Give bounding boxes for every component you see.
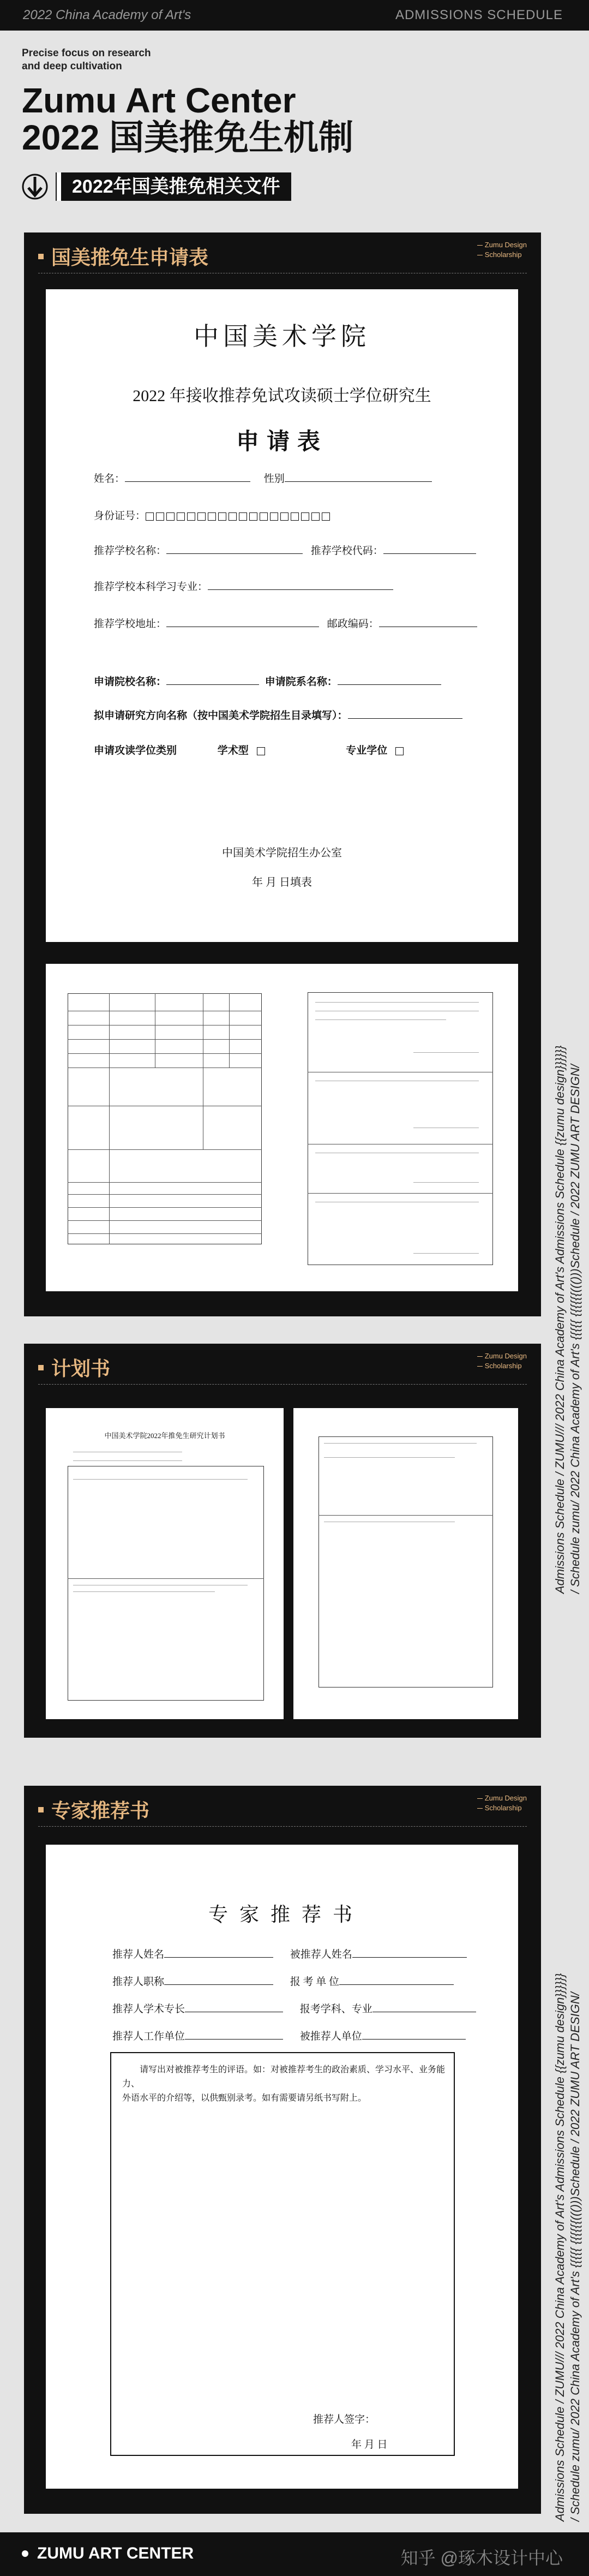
major-label: 推荐学校本科学习专业： — [94, 581, 208, 593]
recommended-name-label: 被推荐人姓名 — [290, 1949, 352, 1960]
bullet-icon — [38, 1365, 44, 1370]
footer-brand — [22, 2544, 194, 2563]
bullet-icon — [38, 1807, 44, 1812]
plan-table — [68, 1466, 264, 1701]
tagline-line-1: Precise focus on research — [22, 47, 151, 59]
form-page-2 — [46, 964, 284, 1291]
panel-tag-line-2: Scholarship — [484, 251, 522, 259]
rec-code-label: 推荐学校代码： — [310, 545, 383, 557]
postal-field[interactable] — [379, 618, 477, 627]
panel-title — [38, 1796, 149, 1823]
gender-label: 性别 — [263, 473, 285, 485]
rec-name-label: 推荐人姓名 — [112, 1949, 165, 1960]
plan-title: 中国美术学院2022年推免生研究计划书 — [104, 1432, 225, 1440]
tagline — [22, 47, 151, 73]
professional-label: 专业学位 — [346, 745, 388, 756]
panel-title — [38, 242, 208, 270]
apply-unit-label: 报 考 单 位 — [290, 1976, 340, 1988]
id-boxes[interactable] — [146, 510, 332, 522]
recommended-unit-field[interactable] — [362, 2031, 466, 2040]
gender-field[interactable] — [285, 473, 432, 482]
plan-table-2 — [318, 1436, 493, 1687]
panel-tag-line-2: Scholarship — [484, 1362, 522, 1370]
rec-expertise-field[interactable] — [185, 2003, 283, 2012]
form-page-3 — [283, 964, 518, 1291]
apply-major-field[interactable] — [372, 2003, 476, 2012]
opinion-note — [122, 2063, 449, 2106]
side-rail-top — [551, 950, 581, 1594]
rec-title-field[interactable] — [164, 1976, 273, 1985]
side-rail-top-text-b: / Schedule zumu/ 2022 China Academy of Art's {{{{{ {{{{{{((()))Schedule / 2022 ZUMU ART DESIGN/ — [568, 1064, 582, 1594]
direction-row — [94, 707, 462, 722]
school-name: 中国美术学院 — [194, 323, 370, 350]
panel-tag-line-1: Zumu Design — [484, 1794, 527, 1802]
side-rail-bottom — [551, 1790, 581, 2521]
rec-row-3 — [112, 2001, 476, 2016]
professional-checkbox[interactable] — [395, 747, 404, 755]
opinion-box[interactable] — [110, 2052, 455, 2456]
fill-date: 年 月 日填表 — [252, 876, 312, 889]
academic-checkbox[interactable] — [257, 747, 265, 755]
opinion-note-line-1: 请写出对被推荐考生的评语。如：对被推荐考生的政治素质、学习水平、业务能力、 — [122, 2065, 446, 2089]
panel-recommendation — [24, 1786, 541, 2514]
id-label: 身份证号： — [94, 510, 146, 522]
top-bar-left-text: 2022 China Academy of Art's — [23, 8, 191, 22]
dept-field[interactable] — [166, 676, 259, 685]
panel-tag — [477, 1351, 527, 1371]
apply-unit-field[interactable] — [339, 1976, 454, 1985]
rec-row-2 — [112, 1973, 454, 1988]
divider — [38, 1384, 527, 1385]
panel-title-text: 计划书 — [51, 1357, 111, 1380]
dept2-field[interactable] — [338, 676, 441, 685]
school-row — [94, 542, 476, 557]
address-label: 推荐学校地址： — [94, 618, 167, 630]
address-row — [94, 616, 477, 630]
opinion-table — [308, 992, 493, 1265]
degree-label: 申请攻读学位类别 — [94, 745, 177, 756]
footer-brand-text: ZUMU ART CENTER — [37, 2544, 194, 2562]
major-row — [94, 579, 393, 593]
panel-plan — [24, 1344, 541, 1738]
page-title-line-2: 2022 国美推免生机制 — [22, 118, 354, 157]
rec-unit-field[interactable] — [185, 2031, 283, 2040]
rec-unit-label: 推荐人工作单位 — [112, 2031, 185, 2042]
bullet-icon — [38, 254, 44, 259]
academic-label: 学术型 — [217, 745, 249, 756]
bullet-icon — [22, 2550, 28, 2557]
section-subhead: 2022年国美推免相关文件 — [57, 172, 291, 201]
panel-tag-line-1: Zumu Design — [484, 1352, 527, 1360]
application-form-page — [46, 289, 518, 942]
panel-application-form — [24, 232, 541, 1316]
rec-row-1 — [112, 1946, 467, 1961]
direction-field[interactable] — [348, 710, 462, 719]
side-rail-bottom-text-b: / Schedule zumu/ 2022 China Academy of Art's {{{{{ {{{{{{((()))Schedule / 2022 ZUMU ART DESIGN/ — [568, 1992, 582, 2521]
divider — [38, 1826, 527, 1827]
panel-tag-line-2: Scholarship — [484, 1804, 522, 1812]
postal-label: 邮政编码： — [327, 618, 379, 630]
dept2-label: 申请院系名称： — [265, 676, 338, 688]
zhihu-watermark: 知乎 @琢木设计中心 — [400, 2548, 563, 2568]
rec-title-label: 推荐人职称 — [112, 1976, 165, 1988]
rec-code-field[interactable] — [383, 545, 476, 554]
form-title: 申请表 — [236, 430, 328, 455]
opinion-note-line-2: 外语水平的介绍等，以供甄别录考。如有需要请另纸书写附上。 — [122, 2094, 367, 2103]
rec-row-4 — [112, 2028, 466, 2043]
plan-page-2 — [293, 1408, 518, 1719]
form-table — [68, 993, 262, 1244]
rec-school-field[interactable] — [166, 545, 303, 554]
arrow-down-icon — [22, 170, 48, 201]
address-field[interactable] — [166, 618, 319, 627]
recommend-title: 专 家 推 荐 书 — [208, 1904, 356, 1925]
admissions-office: 中国美术学院招生办公室 — [222, 847, 342, 859]
recommended-name-field[interactable] — [352, 1949, 467, 1958]
top-bar-right-text: ADMISSIONS SCHEDULE — [395, 8, 563, 22]
panel-tag — [477, 240, 527, 260]
recommendation-page — [46, 1845, 518, 2489]
dept-row — [94, 673, 441, 688]
page-title-line-1: Zumu Art Center — [22, 81, 296, 120]
panel-title — [38, 1353, 110, 1381]
top-bar — [0, 0, 589, 31]
panel-tag — [477, 1793, 527, 1813]
apply-major-label: 报考学科、专业 — [299, 2003, 372, 2015]
panel-title-text: 专家推荐书 — [51, 1799, 150, 1822]
name-label: 姓名： — [94, 473, 125, 485]
rec-expertise-label: 推荐人学术专长 — [112, 2003, 185, 2015]
dept-label: 申请院校名称： — [94, 676, 167, 688]
side-rail-top-text-a: Admissions Schedule / ZUMU/// 2022 China Academy of Art's Admissions Schedule {{zumu design}}}}}} — [553, 1045, 567, 1594]
major-field[interactable] — [208, 581, 393, 590]
rec-school-label: 推荐学校名称： — [94, 545, 167, 557]
signature-date: 年 月 日 — [351, 2439, 388, 2450]
side-rail-bottom-text-a: Admissions Schedule / ZUMU/// 2022 China Academy of Art's Admissions Schedule {{zumu design}}}}}} — [553, 1973, 567, 2521]
name-field[interactable] — [125, 473, 250, 482]
page-title — [22, 82, 353, 156]
rec-name-field[interactable] — [164, 1949, 273, 1958]
id-row — [94, 508, 332, 522]
tagline-line-2: and deep cultivation — [22, 61, 122, 72]
footer-bar — [0, 2532, 589, 2576]
panel-tag-line-1: Zumu Design — [484, 241, 527, 249]
degree-row — [94, 742, 406, 757]
direction-label: 拟申请研究方向名称（按中国美术学院招生目录填写）： — [94, 710, 348, 721]
recommended-unit-label: 被推荐人单位 — [299, 2031, 362, 2042]
form-heading: 2022 年接收推荐免试攻读硕士学位研究生 — [133, 387, 431, 405]
plan-page-1 — [46, 1408, 284, 1719]
signature-label: 推荐人签字： — [313, 2414, 376, 2425]
panel-title-text: 国美推免生申请表 — [51, 246, 209, 269]
name-row — [94, 470, 432, 485]
divider — [38, 273, 527, 274]
